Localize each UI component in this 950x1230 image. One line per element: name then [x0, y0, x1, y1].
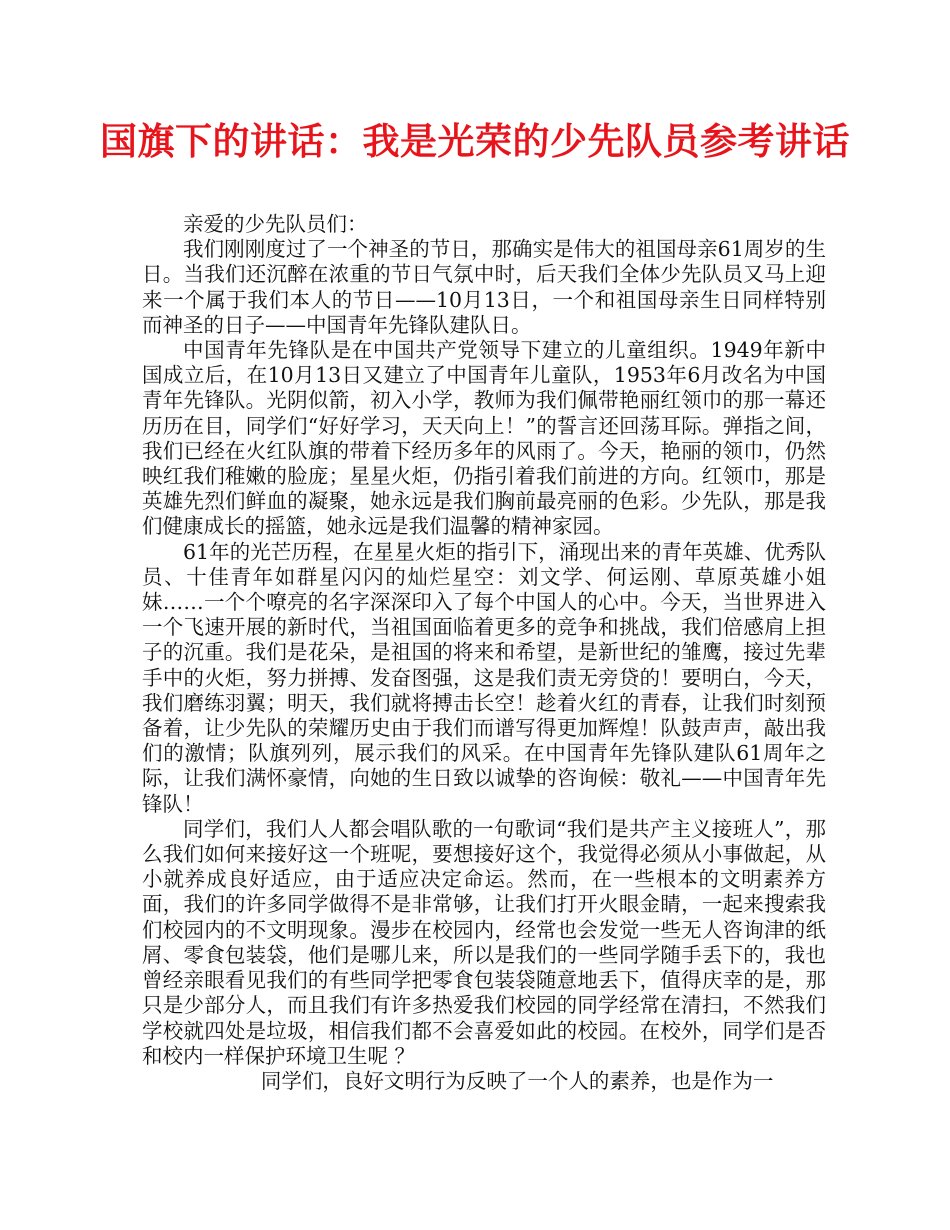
document-body	[142, 212, 826, 1094]
paragraph-4: 同学们，我们人人都会唱队歌的一句歌词“我们是共产主义接班人”，那么我们如何来接好这一个班呢，要想接好这个，我觉得必须从小事做起，从小就养成良好适应，由于适应决定命运。然而，在一些根本的文明素养方面，我们的许多同学做得不是非常够，让我们打开火眼金睛，一起来搜索我们校园内的不文明现象。漫步在校园内，经常也会发觉一些无人咨询津的纸屑、零食包装袋，他们是哪儿来，所以是我们的一些同学随手丢下的，我也曾经亲眼看见我们的有些同学把零食包装袋随意地丢下，值得庆幸的是，那只是少部分人，而且我们有许多热爱我们校园的同学经常在清扫，不然我们学校就四处是垃圾，相信我们都不会喜爱如此的校园。在校外，同学们是否和校内一样保护环境卫生呢 ？	[142, 816, 826, 1068]
paragraph-2: 中国青年先锋队是在中国共产党领导下建立的儿童组织。1949年新中国成立后，在10月13日又建立了中国青年儿童队，1953年6月改名为中国青年先锋队。光阴似箭，初入小学，教师为我们佩带艳丽红领巾的那一幕还历历在目，同学们“好好学习，天天向上！”的誓言还回荡耳际。弹指之间，我们已经在火红队旗的带着下经历多年的风雨了。今天，艳丽的领巾，仍然映红我们稚嫩的脸庞；星星火炬，仍指引着我们前进的方向。红领巾，那是英雄先烈们鲜血的凝聚，她永远是我们胸前最亮丽的色彩。少先队，那是我们健康成长的摇篮，她永远是我们温馨的精神家园。	[142, 338, 826, 539]
document-title: 国旗下的讲话：我是光荣的少先队员参考讲话	[100, 120, 850, 163]
paragraph-1: 我们刚刚度过了一个神圣的节日，那确实是伟大的祖国母亲61周岁的生日。当我们还沉醉在浓重的节日气氛中时，后天我们全体少先队员又马上迎来一个属于我们本人的节日——10月13日，一个和祖国母亲生日同样特别而神圣的日子——中国青年先锋队建队日。	[142, 237, 826, 337]
paragraph-5: 同学们，良好文明行为反映了一个人的素养，也是作为一	[260, 1068, 774, 1093]
salutation: 亲爱的少先队员们：	[183, 212, 368, 236]
paragraph-3: 61年的光芒历程，在星星火炬的指引下，涌现出来的青年英雄、优秀队员、十佳青年如群星闪闪的灿烂星空：刘文学、何运刚、草原英雄小姐妹……一个个嘹亮的名字深深印入了每个中国人的心中。今天，当世界进入一个飞速开展的新时代，当祖国面临着更多的竞争和挑战，我们倍感肩上担子的沉重。我们是花朵，是祖国的将来和希望，是新世纪的雏鹰，接过先辈手中的火炬，努力拼搏、发奋图强，这是我们责无旁贷的！要明白，今天，我们磨练羽翼；明天，我们就将搏击长空！趁着火红的青春，让我们时刻预备着，让少先队的荣耀历史由于我们而谱写得更加辉煌！队鼓声声，敲出我们的激情；队旗列列，展示我们的风采。在中国青年先锋队建队61周年之际，让我们满怀豪情，向她的生日致以诚挚的咨询候：敬礼——中国青年先锋队！	[142, 539, 826, 816]
